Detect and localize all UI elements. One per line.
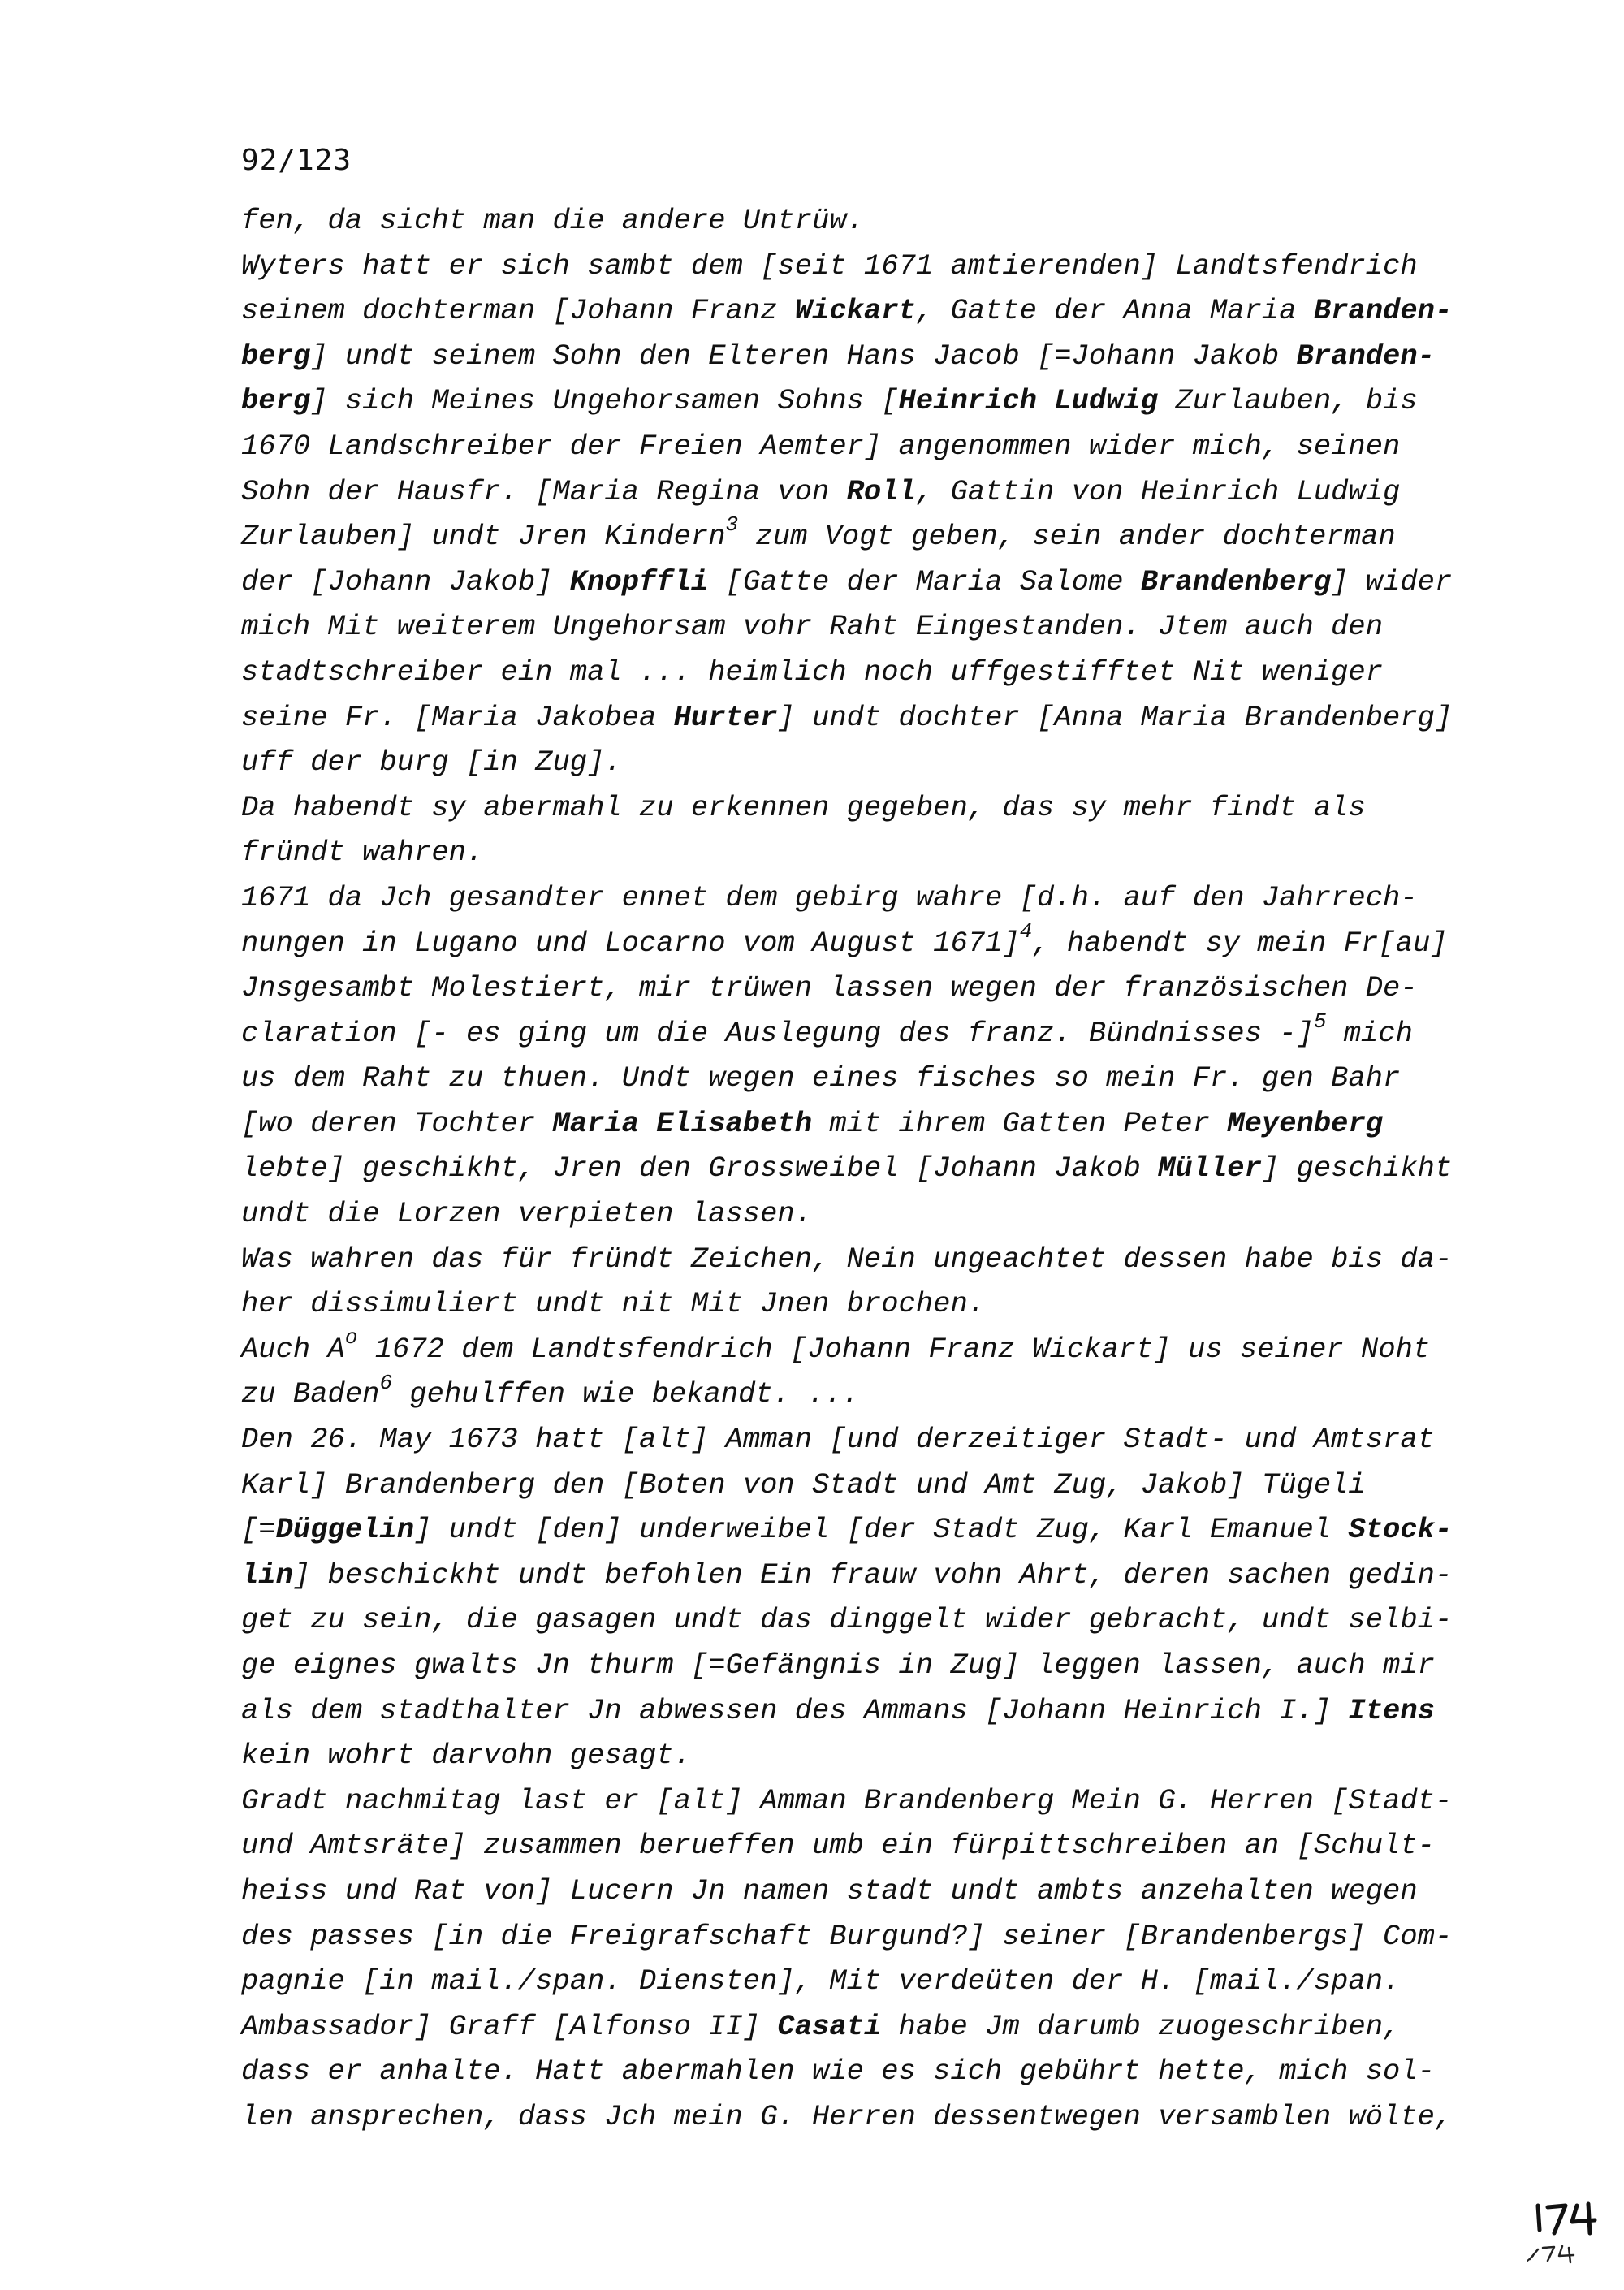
text-line: [241, 424, 1496, 469]
bold-name: Meyenberg: [1227, 1106, 1384, 1140]
text-segment: zum Vogt geben, sein ander dochterman: [738, 520, 1396, 554]
text-line: [241, 875, 1496, 921]
text-segment: Gradt nachmitag last er [alt] Amman Brandenberg Mein G. Herren [Stadt-: [241, 1783, 1453, 1817]
bold-name: Stock-: [1348, 1513, 1453, 1547]
text-line: [241, 334, 1496, 379]
text-segment: ] wider: [1331, 564, 1453, 598]
bold-name: Casati: [777, 2009, 882, 2043]
text-segment: habe Jm darumb zuogeschriben,: [881, 2009, 1401, 2043]
text-segment: als dem stadthalter Jn abwessen des Ammans [Johann Heinrich I.]: [241, 1693, 1349, 1727]
text-segment: [wo deren Tochter: [241, 1106, 553, 1140]
text-line: [241, 560, 1496, 605]
text-line: [241, 1597, 1496, 1643]
bold-name: berg: [241, 339, 311, 373]
text-segment: Zurlauben, bis: [1158, 384, 1418, 418]
bold-name: Brandenberg: [1140, 564, 1332, 598]
text-segment: Was wahren das für fründt Zeichen, Nein ungeachtet dessen habe bis da-: [241, 1242, 1453, 1276]
text-segment: Jnsgesambt Molestiert, mir trüwen lassen wegen der französischen De-: [241, 971, 1418, 1005]
text-segment: mich: [1326, 1016, 1413, 1050]
text-segment: undt die Lorzen verpieten lassen.: [241, 1197, 813, 1231]
text-line: [241, 469, 1496, 515]
text-segment: heiss und Rat von] Lucern Jn namen stadt undt ambts anzehalten wegen: [241, 1873, 1418, 1908]
handwritten-page-stamp: [1527, 2201, 1608, 2266]
transcription-body: [241, 198, 1496, 2140]
page-number: 92/123: [241, 144, 352, 177]
text-line: [241, 830, 1496, 875]
text-segment: us dem Raht zu thuen. Undt wegen eines fisches so mein Fr. gen Bahr: [241, 1061, 1401, 1095]
text-segment: claration [- es ging um die Auslegung des franz. Bündnisses -]: [241, 1016, 1314, 1050]
text-line: [241, 1417, 1496, 1463]
text-line: [241, 650, 1496, 695]
text-segment: Karl] Brandenberg den [Boten von Stadt und Amt Zug, Jakob] Tügeli: [241, 1467, 1366, 1501]
text-segment: get zu sein, die gasagen undt das dinggelt wider gebracht, undt selbi-: [241, 1603, 1453, 1637]
text-line: [241, 288, 1496, 334]
text-line: [241, 1733, 1496, 1778]
text-segment: Da habendt sy abermahl zu erkennen gegeben, das sy mehr findt als: [241, 790, 1366, 824]
bold-name: berg: [241, 384, 311, 418]
text-segment: mit ihrem Gatten Peter: [812, 1106, 1228, 1140]
text-segment: Auch A: [241, 1332, 345, 1366]
text-line: [241, 1507, 1496, 1553]
text-segment: , habendt sy mein Fr[au]: [1032, 926, 1448, 960]
text-segment: Wyters hatt er sich sambt dem [seit 1671 amtierenden] Landtsfendrich: [241, 248, 1418, 283]
text-line: [241, 1869, 1496, 1914]
text-line: [241, 966, 1496, 1011]
text-line: [241, 1237, 1496, 1282]
text-segment: kein wohrt darvohn gesagt.: [241, 1739, 691, 1773]
bold-name: Branden-: [1296, 339, 1435, 373]
text-segment: 1671 da Jch gesandter ennet dem gebirg wahre [d.h. auf den Jahrrech-: [241, 880, 1418, 914]
text-segment: fen, da sicht man die andere Untrüw.: [241, 204, 864, 237]
text-segment: mich Mit weiterem Ungehorsam vohr Raht Eingestanden. Jtem auch den: [241, 610, 1384, 644]
text-line: [241, 1553, 1496, 1598]
text-segment: stadtschreiber ein mal ... heimlich noch uffgestifftet Nit weniger: [241, 655, 1384, 689]
text-line: [241, 785, 1496, 831]
text-line: [241, 1823, 1496, 1869]
bold-name: Itens: [1348, 1693, 1435, 1727]
text-line: [241, 1101, 1496, 1147]
text-segment: uff der burg [in Zug].: [241, 745, 622, 780]
text-segment: der [Johann Jakob]: [241, 564, 570, 598]
text-segment: Sohn der Hausfr. [Maria Regina von: [241, 474, 847, 508]
bold-name: lin: [241, 1558, 293, 1592]
text-segment: len ansprechen, dass Jch mein G. Herren dessentwegen versamblen wölte,: [241, 2099, 1453, 2133]
text-segment: und Amtsräte] zusammen berueffen umb ein fürpittschreiben an [Schult-: [241, 1829, 1435, 1863]
text-segment: her dissimuliert undt nit Mit Jnen brochen.: [241, 1287, 986, 1321]
text-line: [241, 198, 1496, 244]
text-segment: ge eignes gwalts Jn thurm [=Gefängnis in Zug] leggen lassen, auch mir: [241, 1648, 1435, 1682]
text-line: [241, 1372, 1496, 1417]
text-segment: 1670 Landschreiber der Freien Aemter] angenommen wider mich, seinen: [241, 429, 1401, 463]
text-line: [241, 1327, 1496, 1372]
bold-name: Hurter: [673, 700, 778, 734]
text-line: [241, 378, 1496, 424]
text-line: [241, 1011, 1496, 1056]
text-line: [241, 244, 1496, 289]
text-segment: nungen in Lugano und Locarno vom August 1671]: [241, 926, 1020, 960]
text-segment: ] undt [den] underweibel [der Stadt Zug, Karl Emanuel: [414, 1513, 1349, 1547]
text-segment: 1672 dem Landtsfendrich [Johann Franz Wickart] us seiner Noht: [357, 1332, 1431, 1366]
footnote-marker: 6: [379, 1370, 393, 1395]
text-segment: [=: [241, 1513, 276, 1547]
text-segment: dass er anhalte. Hatt abermahlen wie es sich gebührt hette, mich sol-: [241, 2055, 1435, 2089]
text-line: [241, 1959, 1496, 2004]
text-segment: Ambassador] Graff [Alfonso II]: [241, 2009, 778, 2043]
text-segment: Den 26. May 1673 hatt [alt] Amman [und derzeitiger Stadt- und Amtsrat: [241, 1423, 1435, 1457]
bold-name: Heinrich Ludwig: [898, 384, 1159, 418]
text-line: [241, 1688, 1496, 1734]
bold-name: Maria Elisabeth: [552, 1106, 813, 1140]
footnote-marker: 3: [725, 512, 739, 538]
text-segment: zu Baden: [241, 1377, 380, 1411]
text-segment: ] geschikht: [1261, 1151, 1453, 1186]
bold-name: Düggelin: [275, 1513, 415, 1547]
text-segment: Zurlauben] undt Jren Kindern: [241, 520, 726, 554]
text-line: [241, 604, 1496, 650]
text-line: [241, 1778, 1496, 1824]
text-line: [241, 918, 1496, 966]
text-line: [241, 1056, 1496, 1101]
text-segment: , Gatte der Anna Maria: [915, 294, 1314, 328]
text-line: [241, 2094, 1496, 2140]
text-line: [241, 2049, 1496, 2094]
text-line: [241, 695, 1496, 741]
text-segment: [Gatte der Maria Salome: [708, 564, 1141, 598]
text-segment: seinem dochterman [Johann Franz: [241, 294, 795, 328]
text-segment: ] undt seinem Sohn den Elteren Hans Jacob [=Johann Jakob: [310, 339, 1297, 373]
text-line: [241, 1146, 1496, 1191]
bold-name: Branden-: [1313, 294, 1453, 328]
text-line: [241, 1191, 1496, 1237]
text-segment: gehulffen wie bekandt. ...: [392, 1377, 860, 1411]
text-segment: des passes [in die Freigrafschaft Burgund?] seiner [Brandenbergs] Com-: [241, 1919, 1453, 1953]
text-line: [241, 1643, 1496, 1688]
text-segment: fründt wahren.: [241, 836, 484, 870]
bold-name: Müller: [1158, 1151, 1262, 1186]
text-segment: ] undt dochter [Anna Maria Brandenberg]: [777, 700, 1453, 734]
text-segment: seine Fr. [Maria Jakobea: [241, 700, 674, 734]
text-segment: pagnie [in mail./span. Diensten], Mit verdeüten der H. [mail./span.: [241, 1964, 1401, 1998]
footnote-marker: o: [344, 1325, 358, 1350]
text-segment: ] beschickht undt befohlen Ein frauw vohn Ahrt, deren sachen gedin-: [292, 1558, 1453, 1592]
footnote-marker: 4: [1019, 918, 1033, 944]
text-line: [241, 1914, 1496, 1959]
text-line: [241, 1463, 1496, 1508]
footnote-marker: 5: [1313, 1009, 1327, 1034]
bold-name: Wickart: [794, 294, 916, 328]
text-line: [241, 1281, 1496, 1327]
bold-name: Knopffli: [569, 564, 709, 598]
text-segment: ] sich Meines Ungehorsamen Sohns [: [310, 384, 899, 418]
text-segment: , Gattin von Heinrich Ludwig: [915, 474, 1401, 508]
text-line: [241, 514, 1496, 560]
text-line: [241, 740, 1496, 785]
text-segment: lebte] geschikht, Jren den Grossweibel [Johann Jakob: [241, 1151, 1159, 1186]
bold-name: Roll: [846, 474, 916, 508]
text-line: [241, 2004, 1496, 2050]
